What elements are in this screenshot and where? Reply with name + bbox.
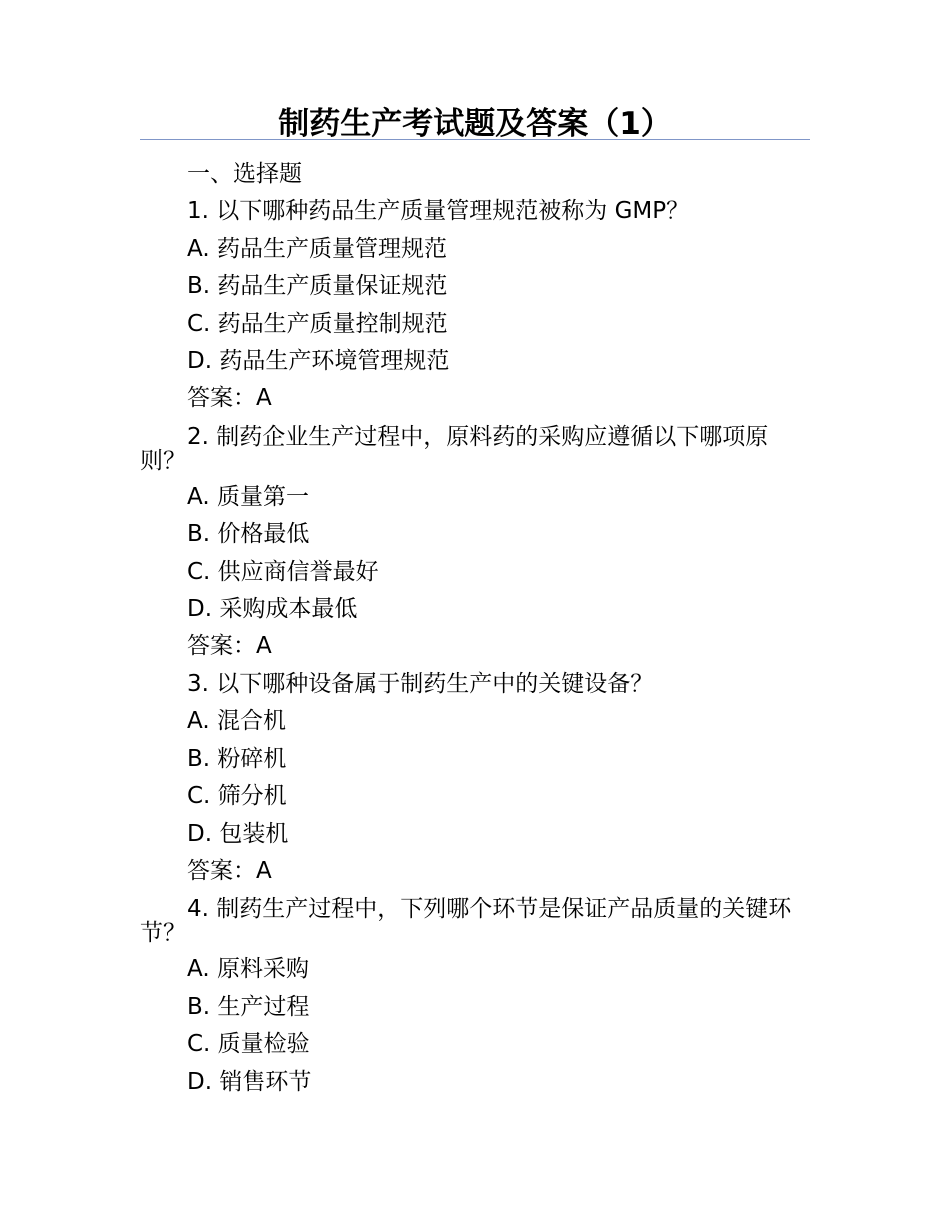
option-3d: D. 包装机 [187,820,289,847]
option-2b: B. 价格最低 [187,521,310,548]
option-1c: C. 药品生产质量控制规范 [187,310,448,337]
page-title: 制药生产考试题及答案（1） [278,106,672,142]
title-underline [140,139,810,140]
answer-1: 答案：A [187,385,272,412]
option-1a: A. 药品生产质量管理规范 [187,235,447,262]
question-4: 4. 制药生产过程中，下列哪个环节是保证产品质量的关键环节？ [140,896,792,947]
option-1b: B. 药品生产质量保证规范 [187,273,448,300]
option-3b: B. 粉碎机 [187,745,287,772]
option-3c: C. 筛分机 [187,783,287,810]
option-4a: A. 原料采购 [187,956,309,983]
answer-3: 答案：A [187,857,272,884]
option-2c: C. 供应商信誉最好 [187,558,379,585]
section-heading: 一、选择题 [187,161,302,187]
option-3a: A. 混合机 [187,708,286,735]
question-2: 2. 制药企业生产过程中，原料药的采购应遵循以下哪项原则？ [140,423,769,474]
option-4d: D. 销售环节 [187,1068,312,1095]
document-body [140,156,810,1101]
option-4c: C. 质量检验 [187,1031,310,1058]
answer-2: 答案：A [187,633,272,660]
option-2d: D. 采购成本最低 [187,596,358,623]
option-2a: A. 质量第一 [187,483,309,510]
question-3: 3. 以下哪种设备属于制药生产中的关键设备？ [187,670,654,697]
question-1: 1. 以下哪种药品生产质量管理规范被称为 GMP？ [187,198,690,225]
option-1d: D. 药品生产环境管理规范 [187,348,450,375]
option-4b: B. 生产过程 [187,993,310,1020]
